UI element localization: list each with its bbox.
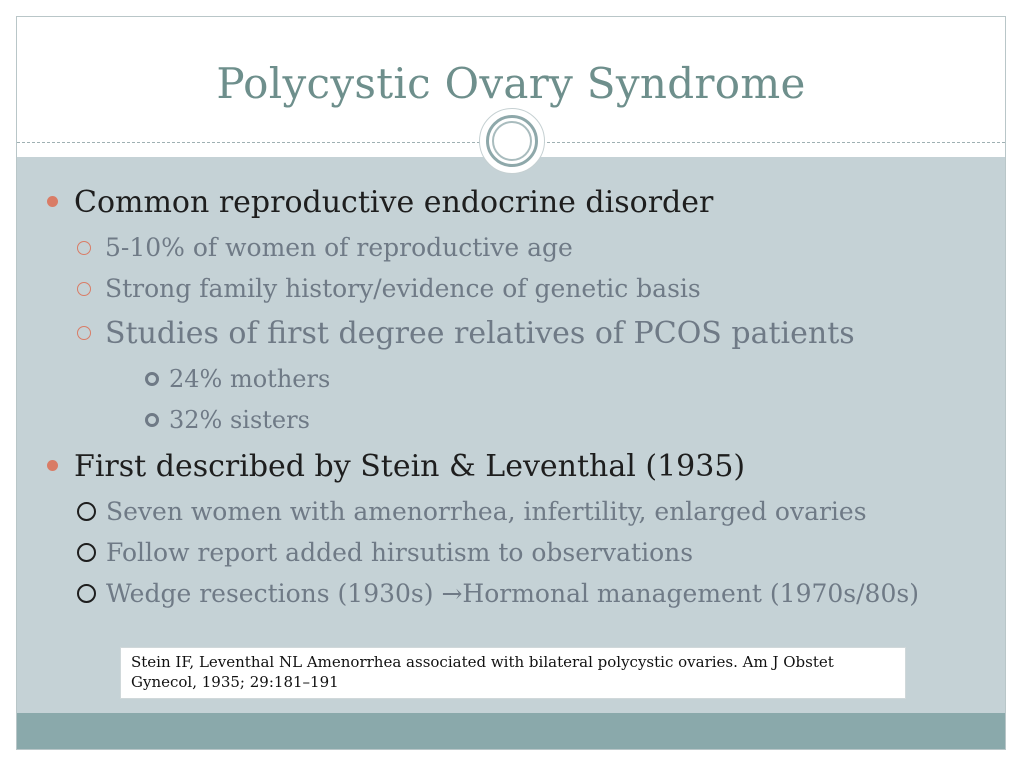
footer-band [17, 713, 1005, 749]
sub-bullet-item [77, 538, 693, 567]
bullet-text: Common reproductive endocrine disorder [74, 185, 714, 220]
concentric-circle-ornament-icon [479, 108, 545, 174]
sub-bullet-text: Wedge resections (1930s) [106, 579, 442, 608]
bullet-item [47, 449, 745, 484]
slide [16, 16, 1006, 750]
hollow-circle-bullet-icon [77, 326, 91, 340]
ring-bullet-icon [145, 413, 159, 427]
bullet-text: First described by Stein & Leventhal (1935) [74, 449, 746, 484]
sub-bullet-text: Studies of first degree relatives of PCOS patients [105, 316, 855, 351]
bullet-item [47, 185, 713, 220]
hollow-circle-bullet-icon [77, 543, 96, 562]
sub-bullet-item [77, 579, 919, 608]
ring-bullet-icon [145, 372, 159, 386]
sub-sub-bullet-text: 24% mothers [169, 365, 331, 393]
slide-title: Polycystic Ovary Syndrome [216, 59, 806, 108]
hollow-circle-bullet-icon [77, 282, 91, 296]
sub-bullet-item [77, 316, 855, 351]
sub-bullet-item [77, 233, 573, 262]
sub-sub-bullet-item [145, 365, 330, 393]
sub-bullet-text: Strong family history/evidence of genetic basis [105, 274, 701, 303]
hollow-circle-bullet-icon [77, 502, 96, 521]
hollow-circle-bullet-icon [77, 241, 91, 255]
sub-bullet-text-after: Hormonal management (1970s/80s) [462, 579, 919, 608]
right-arrow-icon: → [441, 579, 463, 608]
sub-bullet-text: Seven women with amenorrhea, infertility, enlarged ovaries [106, 497, 867, 526]
filled-circle-bullet-icon [47, 196, 58, 207]
reference-citation: Stein IF, Leventhal NL Amenorrhea associated with bilateral polycystic ovaries. Am J Obstet Gynecol, 1935; 29:181–191 [120, 647, 906, 699]
sub-sub-bullet-text: 32% sisters [169, 406, 310, 434]
sub-bullet-text: Follow report added hirsutism to observations [106, 538, 694, 567]
sub-bullet-item [77, 274, 701, 303]
filled-circle-bullet-icon [47, 460, 58, 471]
sub-sub-bullet-item [145, 406, 310, 434]
sub-bullet-text: 5-10% of women of reproductive age [105, 233, 573, 262]
sub-bullet-item [77, 497, 867, 526]
hollow-circle-bullet-icon [77, 584, 96, 603]
